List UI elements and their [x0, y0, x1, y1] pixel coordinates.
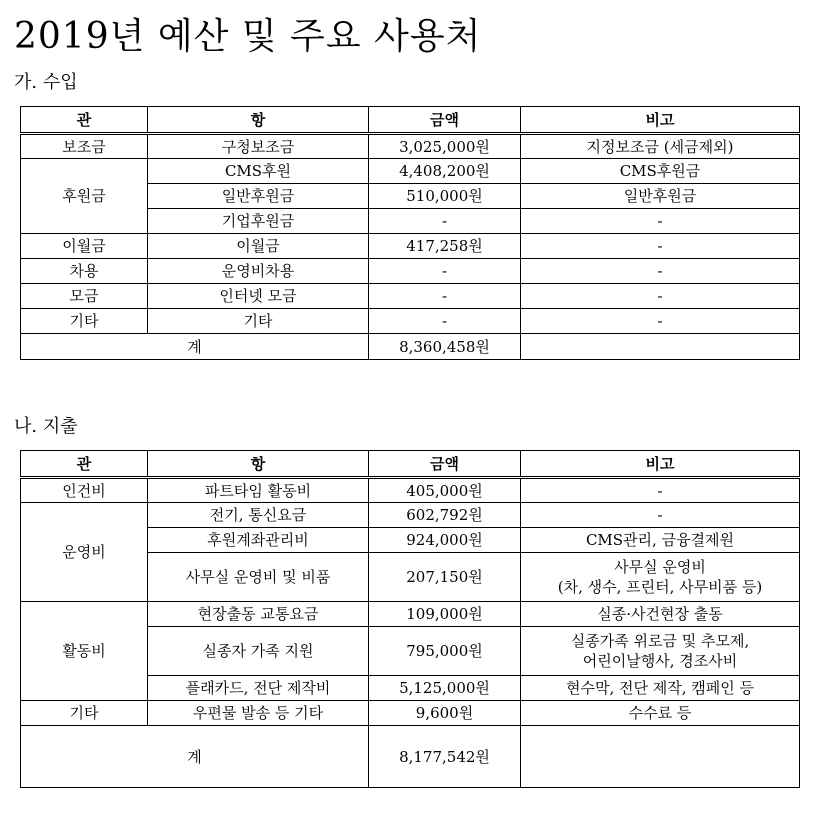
cell-item: 사무실 운영비 및 비품 — [148, 553, 369, 602]
cell-note: 일반후원금 — [521, 184, 800, 209]
table-row — [21, 602, 800, 627]
table-row — [21, 259, 800, 284]
total-label: 계 — [21, 726, 369, 788]
cell-item: 이월금 — [148, 234, 369, 259]
cell-note: 현수막, 전단 제작, 캠페인 등 — [521, 676, 800, 701]
cell-amount: 602,792원 — [369, 503, 521, 528]
cell-note: - — [521, 209, 800, 234]
cell-amount: 4,408,200원 — [369, 159, 521, 184]
page-title: 2019년 예산 및 주요 사용처 — [14, 16, 482, 57]
header-note: 비고 — [521, 451, 800, 478]
cell-note: - — [521, 309, 800, 334]
cell-note: 수수료 등 — [521, 701, 800, 726]
note-line: 실종가족 위로금 및 추모제, — [570, 632, 750, 650]
cell-note: CMS후원금 — [521, 159, 800, 184]
cell-item: 구청보조금 — [148, 134, 369, 159]
cell-amount: 3,025,000원 — [369, 134, 521, 159]
expense-table — [20, 450, 800, 788]
cell-group: 후원금 — [21, 159, 148, 234]
cell-amount: 417,258원 — [369, 234, 521, 259]
cell-item: 후원계좌관리비 — [148, 528, 369, 553]
cell-note — [521, 627, 800, 676]
income-heading: 가. 수입 — [14, 72, 78, 93]
table-header-row — [21, 451, 800, 478]
total-amount: 8,360,458원 — [369, 334, 521, 360]
cell-amount: 405,000원 — [369, 478, 521, 503]
cell-amount: 5,125,000원 — [369, 676, 521, 701]
total-amount: 8,177,542원 — [369, 726, 521, 788]
cell-note: - — [521, 503, 800, 528]
cell-item: 일반후원금 — [148, 184, 369, 209]
cell-amount: 207,150원 — [369, 553, 521, 602]
cell-amount: - — [369, 209, 521, 234]
total-row — [21, 334, 800, 360]
cell-amount: 924,000원 — [369, 528, 521, 553]
cell-item: 인터넷 모금 — [148, 284, 369, 309]
cell-group: 모금 — [21, 284, 148, 309]
cell-note — [521, 553, 800, 602]
cell-group: 기타 — [21, 701, 148, 726]
expense-heading: 나. 지출 — [14, 416, 78, 437]
cell-amount: - — [369, 259, 521, 284]
cell-note: - — [521, 478, 800, 503]
cell-item: 현장출동 교통요금 — [148, 602, 369, 627]
table-row — [21, 134, 800, 159]
income-table — [20, 106, 800, 360]
total-label: 계 — [21, 334, 369, 360]
total-note — [521, 334, 800, 360]
cell-note: - — [521, 259, 800, 284]
header-item: 항 — [148, 451, 369, 478]
total-row — [21, 726, 800, 788]
cell-group: 기타 — [21, 309, 148, 334]
cell-group: 인건비 — [21, 478, 148, 503]
note-line: 사무실 운영비 — [614, 558, 706, 576]
cell-group: 활동비 — [21, 602, 148, 701]
note-line: 어린이날행사, 경조사비 — [582, 652, 738, 670]
header-note: 비고 — [521, 107, 800, 134]
cell-note: CMS관리, 금융결제원 — [521, 528, 800, 553]
cell-item: CMS후원 — [148, 159, 369, 184]
table-row — [21, 503, 800, 528]
cell-amount: 510,000원 — [369, 184, 521, 209]
cell-amount: 795,000원 — [369, 627, 521, 676]
cell-item: 기타 — [148, 309, 369, 334]
cell-item: 우편물 발송 등 기타 — [148, 701, 369, 726]
cell-item: 파트타임 활동비 — [148, 478, 369, 503]
cell-amount: - — [369, 284, 521, 309]
cell-group: 이월금 — [21, 234, 148, 259]
table-row — [21, 159, 800, 184]
table-row — [21, 284, 800, 309]
cell-item: 플래카드, 전단 제작비 — [148, 676, 369, 701]
cell-group: 차용 — [21, 259, 148, 284]
cell-note: 실종·사건현장 출동 — [521, 602, 800, 627]
cell-item: 운영비차용 — [148, 259, 369, 284]
table-row — [21, 701, 800, 726]
cell-item: 실종자 가족 지원 — [148, 627, 369, 676]
cell-amount: - — [369, 309, 521, 334]
cell-group: 보조금 — [21, 134, 148, 159]
table-row — [21, 234, 800, 259]
header-amount: 금액 — [369, 107, 521, 134]
cell-note: - — [521, 234, 800, 259]
header-group: 관 — [21, 107, 148, 134]
cell-note: - — [521, 284, 800, 309]
note-line: (차, 생수, 프린터, 사무비품 등) — [557, 578, 763, 596]
cell-item: 기업후원금 — [148, 209, 369, 234]
cell-note: 지정보조금 (세금제외) — [521, 134, 800, 159]
cell-amount: 9,600원 — [369, 701, 521, 726]
header-group: 관 — [21, 451, 148, 478]
cell-item: 전기, 통신요금 — [148, 503, 369, 528]
table-row — [21, 309, 800, 334]
header-item: 항 — [148, 107, 369, 134]
cell-group: 운영비 — [21, 503, 148, 602]
header-amount: 금액 — [369, 451, 521, 478]
total-note — [521, 726, 800, 788]
cell-amount: 109,000원 — [369, 602, 521, 627]
table-header-row — [21, 107, 800, 134]
table-row — [21, 478, 800, 503]
